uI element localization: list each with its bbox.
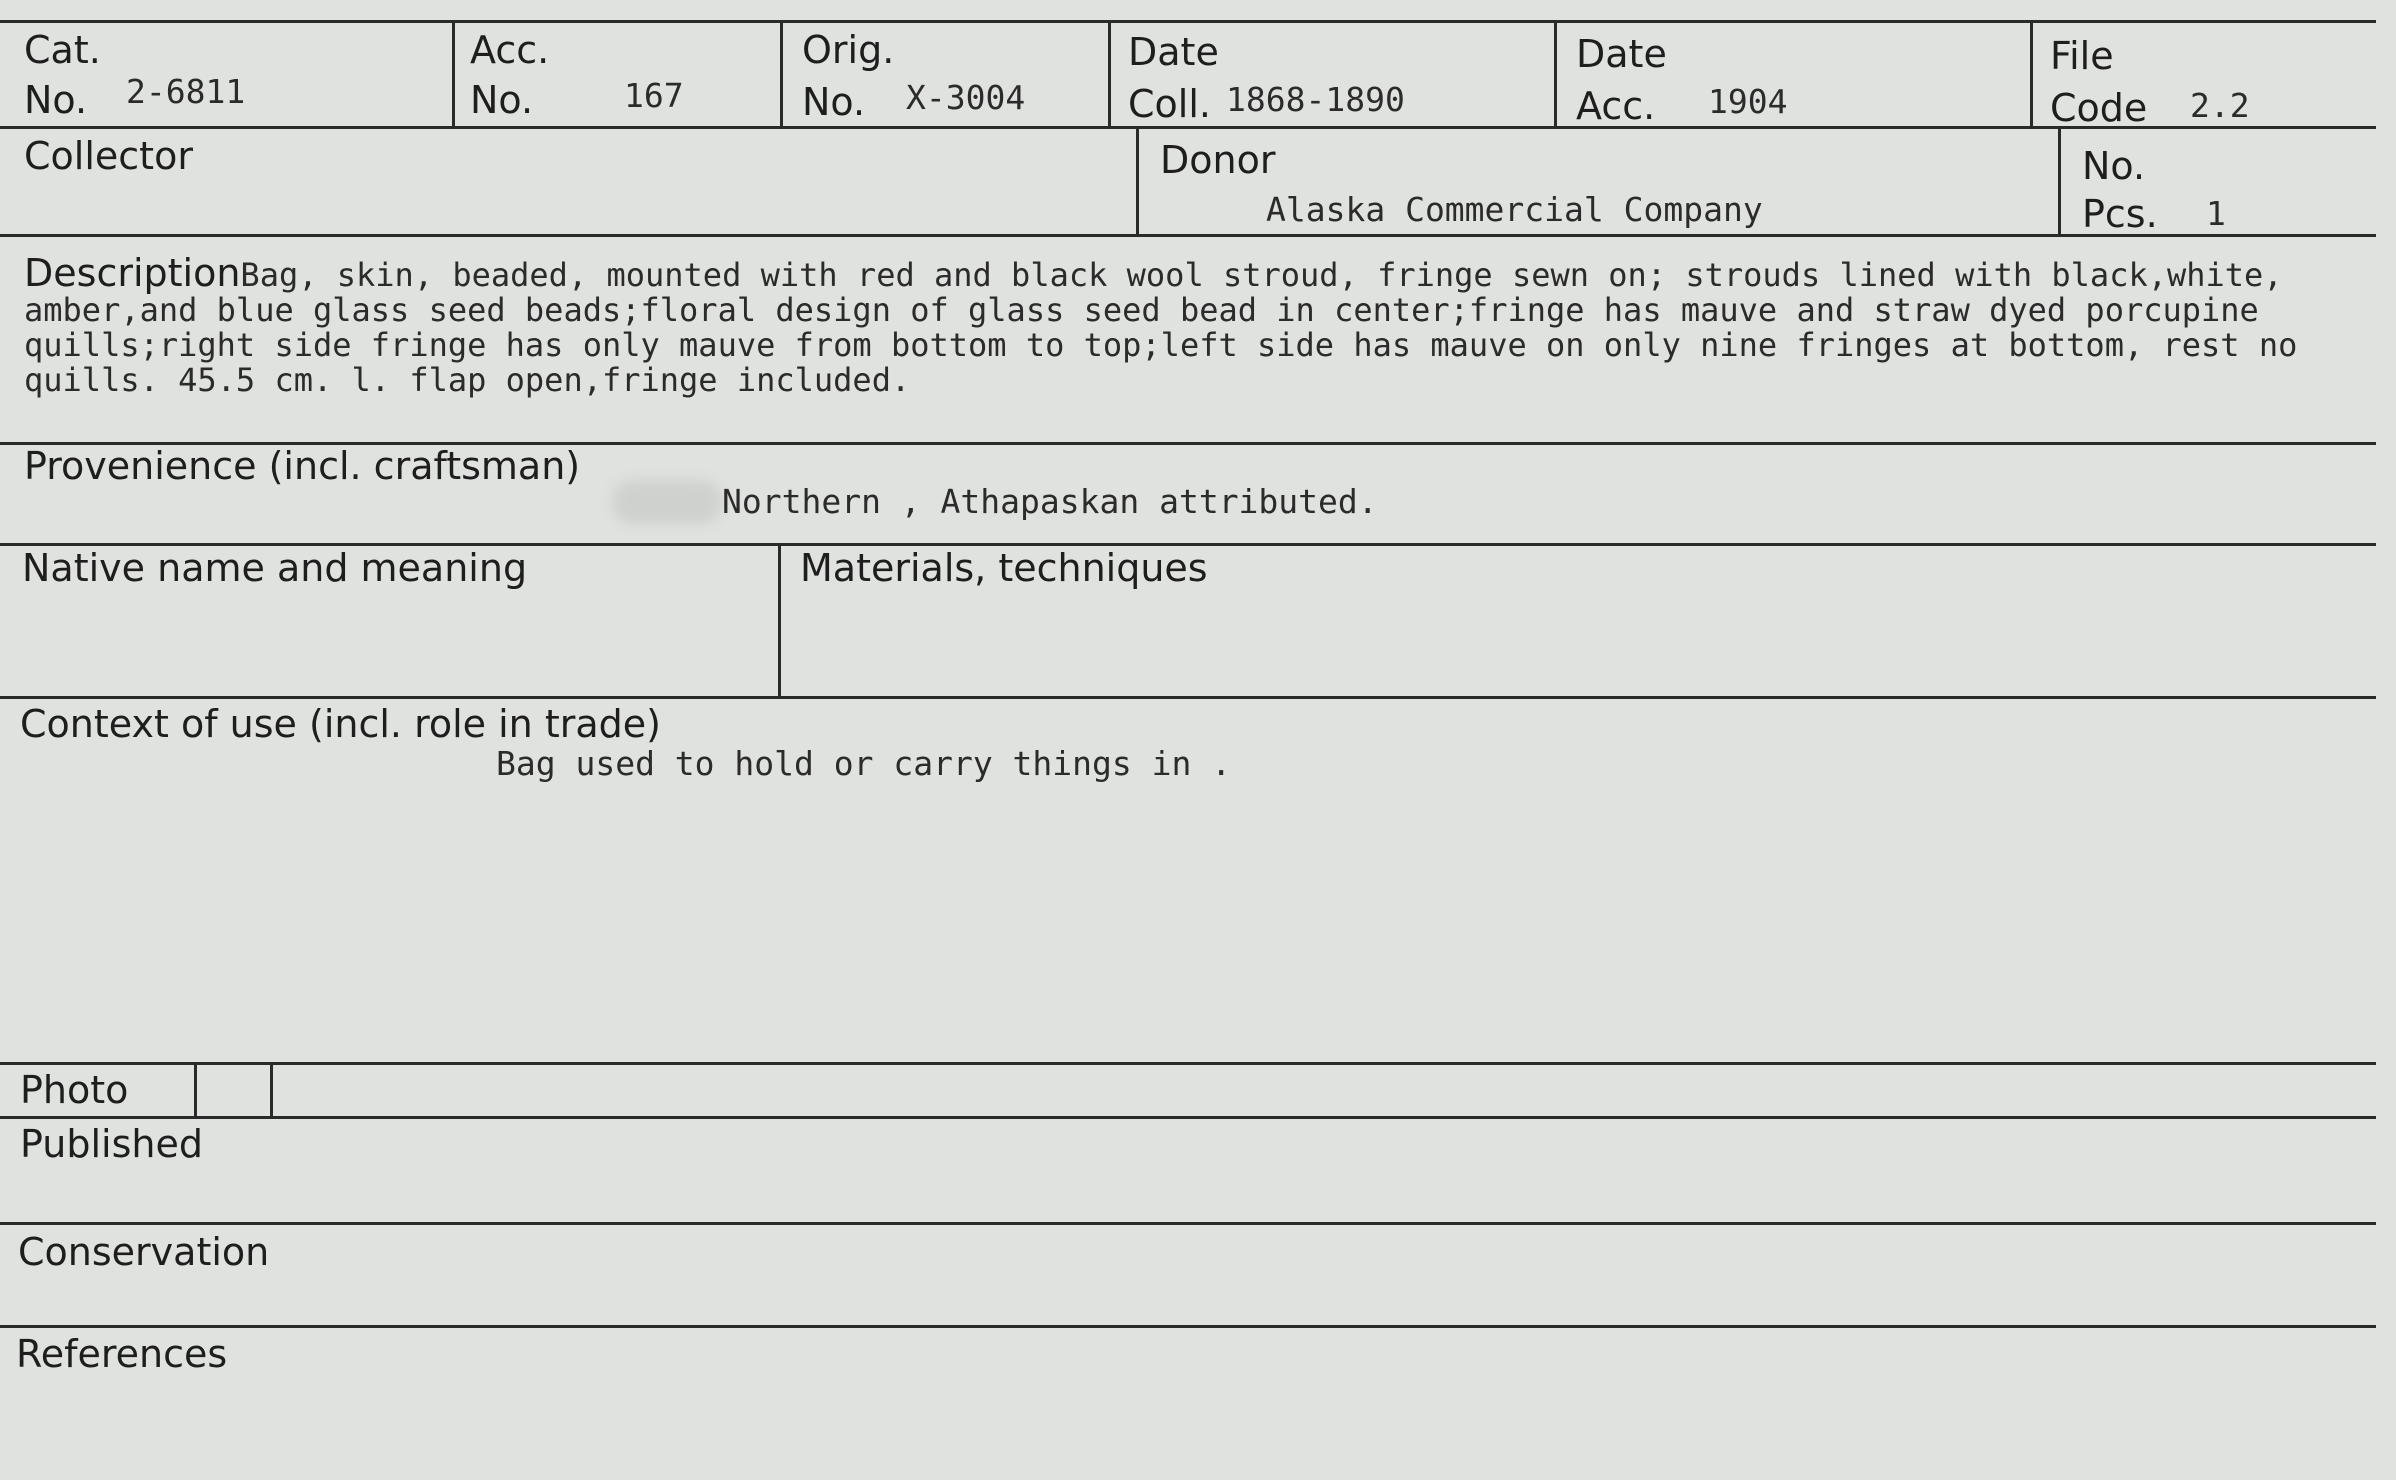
file-label: File xyxy=(2050,34,2114,78)
divider-datecoll-dateacc xyxy=(1554,20,1557,128)
description-label: Description xyxy=(24,251,241,295)
divider-acc-orig xyxy=(780,20,783,128)
rule-photo-bottom xyxy=(0,1116,2376,1119)
divider-orig-datecoll xyxy=(1108,20,1111,128)
rule-conservation-bottom xyxy=(0,1325,2376,1328)
collector-label: Collector xyxy=(24,134,193,178)
file-code-label: Code xyxy=(2050,86,2148,130)
pcs-label: Pcs. xyxy=(2082,192,2158,236)
donor-value: Alaska Commercial Company xyxy=(1266,190,1763,229)
photo-box-left xyxy=(194,1064,197,1116)
published-label: Published xyxy=(20,1122,203,1166)
conservation-label: Conservation xyxy=(18,1230,270,1274)
erasure-smudge xyxy=(612,480,722,524)
file-code-value: 2.2 xyxy=(2190,86,2250,125)
date-acc-label: Date xyxy=(1576,32,1667,76)
rule-top xyxy=(0,20,2376,23)
divider-cat-acc xyxy=(452,20,455,128)
native-name-label: Native name and meaning xyxy=(22,546,528,590)
description-block xyxy=(24,251,2374,399)
date-coll-value: 1868-1890 xyxy=(1226,80,1405,119)
orig-no-label: No. xyxy=(802,80,866,124)
rule-published-bottom xyxy=(0,1222,2376,1225)
date-acc-acc-label: Acc. xyxy=(1576,84,1656,128)
divider-native-materials xyxy=(778,543,781,698)
rule-context-bottom xyxy=(0,1062,2376,1065)
references-label: References xyxy=(16,1332,228,1376)
pcs-no-label: No. xyxy=(2082,144,2146,188)
date-coll-coll-label: Coll. xyxy=(1128,82,1211,126)
context-label: Context of use (incl. role in trade) xyxy=(20,702,661,746)
divider-dateacc-file xyxy=(2030,20,2033,128)
acc-label: Acc. xyxy=(470,28,550,72)
context-value: Bag used to hold or carry things in . xyxy=(496,744,1232,783)
date-coll-label: Date xyxy=(1128,30,1219,74)
donor-label: Donor xyxy=(1160,138,1276,182)
photo-box-right xyxy=(270,1064,273,1116)
orig-label: Orig. xyxy=(802,28,895,72)
cat-label: Cat. xyxy=(24,28,101,72)
acc-no-value: 167 xyxy=(624,76,684,115)
orig-no-value: X-3004 xyxy=(906,78,1026,117)
photo-label: Photo xyxy=(20,1068,129,1112)
description-text: Bag, skin, beaded, mounted with red and black wool stroud, fringe sewn on; strouds lined with black,white, amber,and blue glass seed beads;floral design of glass seed bead in center;fringe has mauve and straw dyed porcupine quills;right side fringe has only mauve from bottom to top;left side has mauve on only nine fringes at bottom, rest no quills. 45.5 cm. l. flap open,fringe included. xyxy=(24,256,2298,399)
rule-collector-bottom xyxy=(0,234,2376,237)
rule-native-bottom xyxy=(0,696,2376,699)
provenience-label: Provenience (incl. craftsman) xyxy=(24,444,581,488)
pcs-value: 1 xyxy=(2206,194,2226,233)
provenience-value: Northern , Athapaskan attributed. xyxy=(722,482,1378,521)
divider-collector-donor xyxy=(1136,126,1139,236)
date-acc-value: 1904 xyxy=(1708,82,1788,121)
materials-label: Materials, techniques xyxy=(800,546,1208,590)
divider-donor-pcs xyxy=(2058,126,2061,236)
acc-no-label: No. xyxy=(470,78,534,122)
cat-no-label: No. xyxy=(24,78,88,122)
cat-no-value: 2-6811 xyxy=(126,72,246,111)
